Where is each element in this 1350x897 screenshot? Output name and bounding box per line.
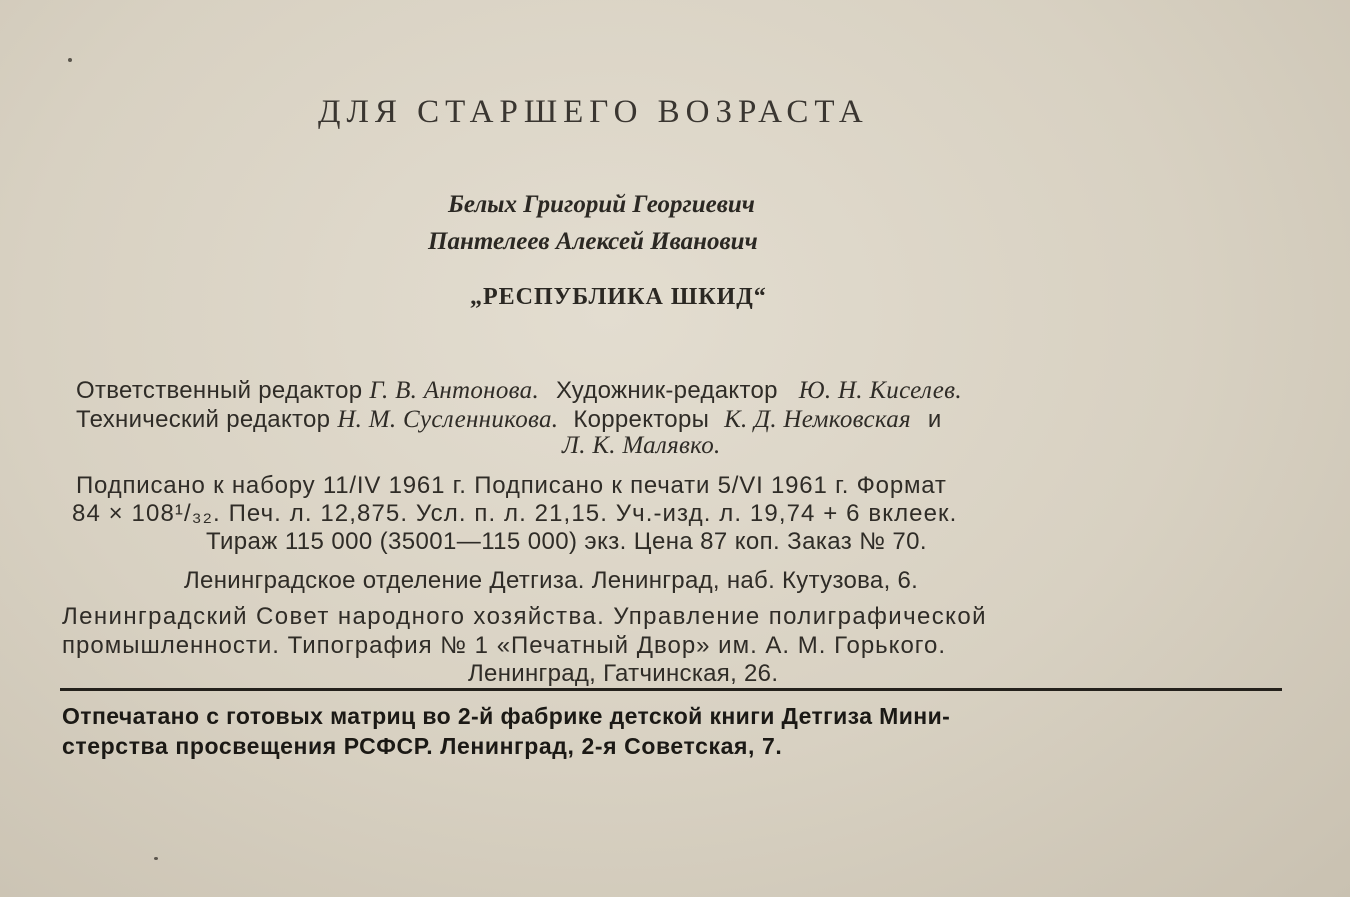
author-belykh: Белых Григорий Георгиевич [448, 191, 755, 218]
resp-editor-label: Ответственный редактор [76, 377, 363, 404]
proofreader-1: К. Д. Немковская [724, 406, 911, 433]
author-panteleev: Пантелеев Алексей Иванович [428, 228, 758, 255]
tech-editor-name: Н. М. Сусленникова. [337, 406, 559, 433]
art-editor-name: Ю. Н. Киселев. [798, 377, 962, 404]
credits-line-1 [76, 377, 962, 405]
paper-speck [68, 58, 72, 62]
printer-line-1: Ленинградский Совет народного хозяйства. Управление полиграфической [62, 603, 987, 630]
publisher-line: Ленинградское отделение Детгиза. Ленинград, наб. Кутузова, 6. [184, 567, 919, 594]
print-info-line-1: Подписано к набору 11/IV 1961 г. Подписано к печати 5/VI 1961 г. Формат [76, 472, 947, 499]
proofreader-2: Л. К. Малявко. [562, 432, 721, 459]
separator-rule [60, 688, 1282, 691]
footer-line-2: стерства просвещения РСФСР. Ленинград, 2-я Советская, 7. [62, 733, 783, 759]
credits-line-2 [76, 406, 942, 434]
book-title: „РЕСПУБЛИКА ШКИД“ [470, 284, 767, 310]
resp-editor-name: Г. В. Антонова. [369, 377, 540, 404]
print-info-line-2: 84 × 108¹/₃₂. Печ. л. 12,875. Усл. п. л. 21,15. Уч.-изд. л. 19,74 + 6 вклеек. [72, 500, 958, 527]
printer-line-2: промышленности. Типография № 1 «Печатный Двор» им. А. М. Горького. [62, 632, 947, 659]
paper-speck [154, 857, 158, 860]
series-heading: ДЛЯ СТАРШЕГО ВОЗРАСТА [318, 94, 869, 130]
art-editor-label: Художник-редактор [556, 377, 778, 404]
credits-line-3 [562, 432, 721, 460]
proofreaders-label: Корректоры [573, 406, 710, 433]
tech-editor-label: Технический редактор [76, 406, 331, 433]
footer-line-1: Отпечатано с готовых матриц во 2-й фабрике детской книги Детгиза Мини- [62, 703, 951, 729]
printer-line-3: Ленинград, Гатчинская, 26. [468, 660, 779, 687]
proofreaders-and: и [927, 406, 942, 433]
print-info-line-3: Тираж 115 000 (35001—115 000) экз. Цена 87 коп. Заказ № 70. [206, 528, 927, 555]
